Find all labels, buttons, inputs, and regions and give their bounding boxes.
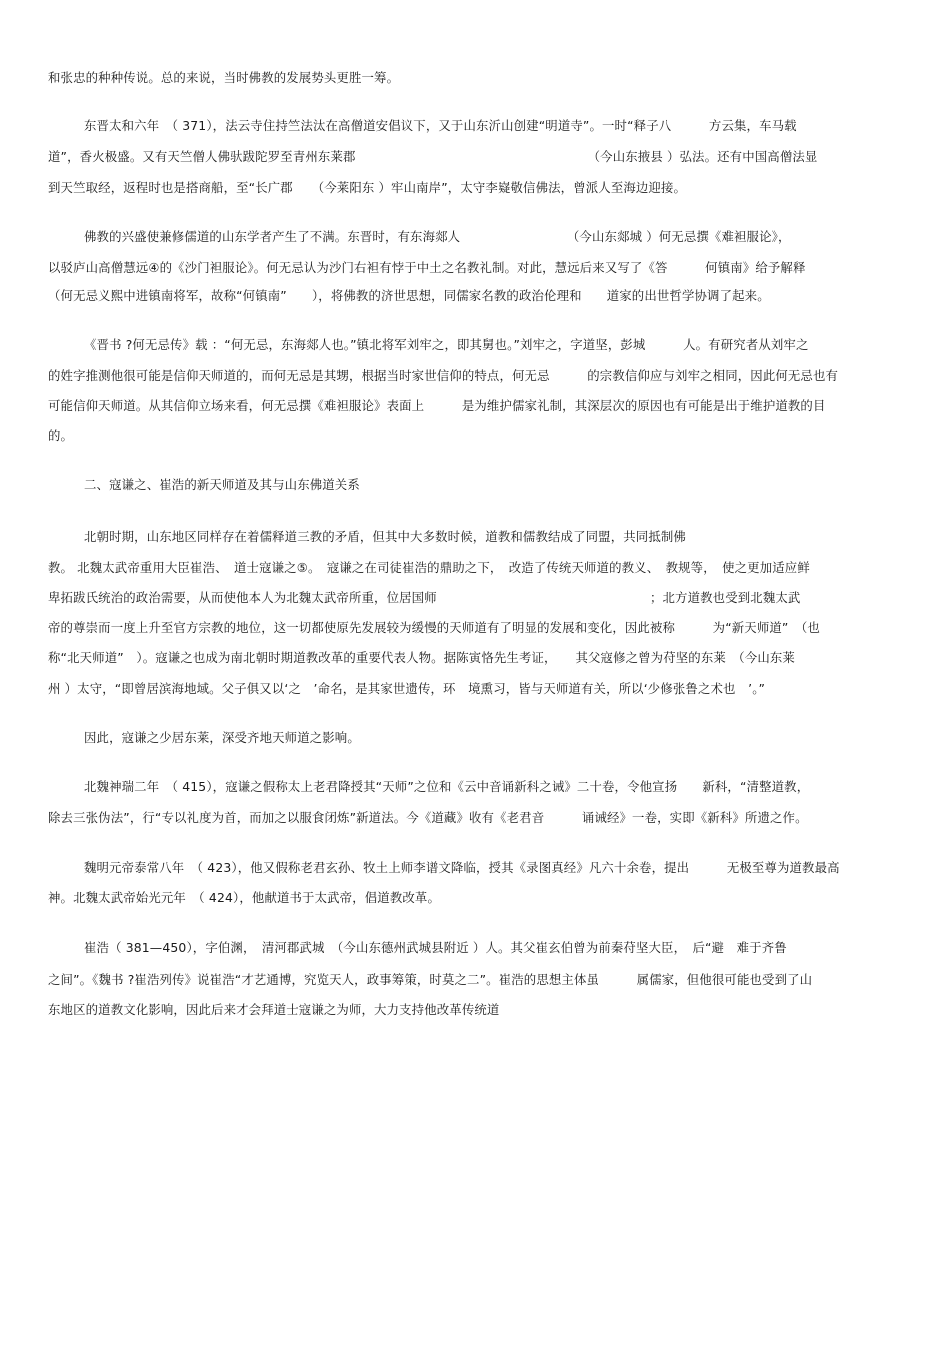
text-line: 东晋太和六年 （ 371），法云寺住持竺法汰在高僧道安倡议下，又于山东沂山创建“明道寺”。一时“释子八 方云集，车马载 xyxy=(84,118,797,133)
text-line: 可能信仰天师道。从其信仰立场来看，何无忌撰《难袒服论》表面上 是为维护儒家礼制，其深层次的原因也有可能是出于维护道教的目 xyxy=(48,398,826,413)
text-line: 帝的尊崇而一度上升至官方宗教的地位，这一切都使原先发展较为缓慢的天师道有了明显的发展和变化，因此被称 为“新天师道” （也 xyxy=(48,620,820,635)
text-line: 卑拓跋氏统治的政治需要，从而使他本人为北魏太武帝所重，位居国师 ；北方道教也受到北魏太武 xyxy=(48,590,801,605)
text-line: 北魏神瑞二年 （ 415），寇谦之假称太上老君降授其“天师”之位和《云中音诵新科之诫》二十卷，令他宣扬 新科，“清整道教， xyxy=(84,779,810,794)
text-line: 因此，寇谦之少居东莱，深受齐地天师道之影响。 xyxy=(84,730,360,745)
text-line: 教。 北魏太武帝重用大臣崔浩、 道士寇谦之⑤。 寇谦之在司徒崔浩的鼎助之下， 改造了传统天师道的教义、 教规等， 使之更加适应鲜 xyxy=(48,560,810,575)
text-line: 之间”。《魏书 ?崔浩列传》说崔浩“才艺通博，究览天人，政事筹策，时莫之二”。崔浩的思想主体虽 属儒家，但他很可能也受到了山 xyxy=(48,972,813,987)
text-line: 的姓字推测他很可能是信仰天师道的，而何无忌是其甥，根据当时家世信仰的特点，何无忌 的宗教信仰应与刘牢之相同，因此何无忌也有 xyxy=(48,368,839,383)
text-line: （何无忌义熙中进镇南将军，故称“何镇南” ），将佛教的济世思想，同儒家名教的政治伦理和 道家的出世哲学协调了起来。 xyxy=(48,288,770,303)
text-line: 州 ）太守，“即曾居滨海地域。父子俱又以‘之 ’命名，是其家世遗传，环 境熏习，皆与天师道有关，所以‘少修张鲁之术也 ’。” xyxy=(48,681,766,696)
text-line: 到天竺取经，返程时也是搭商船，至“长广郡 （今莱阳东 ）牢山南岸”，太守李嶷敬信佛法，曾派人至海边迎接。 xyxy=(48,180,687,195)
text-line: 以驳庐山高僧慧远④的《沙门袒服论》。何无忌认为沙门右袒有悖于中土之名教礼制。对此，慧远后来又写了《答 何镇南》给予解释 xyxy=(48,260,806,275)
text-line: 北朝时期，山东地区同样存在着儒释道三教的矛盾，但其中大多数时候，道教和儒教结成了同盟，共同抵制佛 xyxy=(84,529,686,544)
text-line: 神。北魏太武帝始光元年 （ 424），他献道书于太武帝，倡道教改革。 xyxy=(48,890,441,905)
text-line: 魏明元帝泰常八年 （ 423），他又假称老君玄孙、牧土上师李谱文降临，授其《录图真经》凡六十余卷，提出 无极至尊为道教最高 xyxy=(84,860,840,875)
text-line: 《晋书 ?何无忌传》载 ：“何无忌，东海郯人也。”镇北将军刘牢之，即其舅也。”刘牢之，字道坚，彭城 人。有研究者从刘牢之 xyxy=(84,337,809,352)
text-line: 和张忠的种种传说。总的来说，当时佛教的发展势头更胜一筹。 xyxy=(48,70,400,85)
text-line: 称“北天师道” ）。寇谦之也成为南北朝时期道教改革的重要代表人物。据陈寅恪先生考证， 其父寇修之曾为苻坚的东莱 （今山东莱 xyxy=(48,650,795,665)
text-line: 除去三张伪法”，行“专以礼度为首，而加之以服食闭炼”新道法。今《道藏》收有《老君音 诵诫经》一卷，实即《新科》所遗之作。 xyxy=(48,810,808,825)
text-line: 道”，香火极盛。又有天竺僧人佛驮跋陀罗至青州东莱郡 （今山东掖县 ）弘法。还有中国高僧法显 xyxy=(48,149,818,164)
section-title: 二、寇谦之、崔浩的新天师道及其与山东佛道关系 xyxy=(84,477,360,492)
text-line: 的。 xyxy=(48,428,74,443)
text-line: 崔浩（ 381—450），字伯渊， 清河郡武城 （今山东德州武城县附近 ）人。其父崔玄伯曾为前秦苻坚大臣， 后“避 难于齐鲁 xyxy=(84,940,787,955)
text-line: 东地区的道教文化影响，因此后来才会拜道士寇谦之为师，大力支持他改革传统道 xyxy=(48,1002,500,1017)
text-line: 佛教的兴盛使兼修儒道的山东学者产生了不满。东晋时，有东海郯人 （今山东郯城 ）何无忌撰《难袒服论》， xyxy=(84,229,791,244)
